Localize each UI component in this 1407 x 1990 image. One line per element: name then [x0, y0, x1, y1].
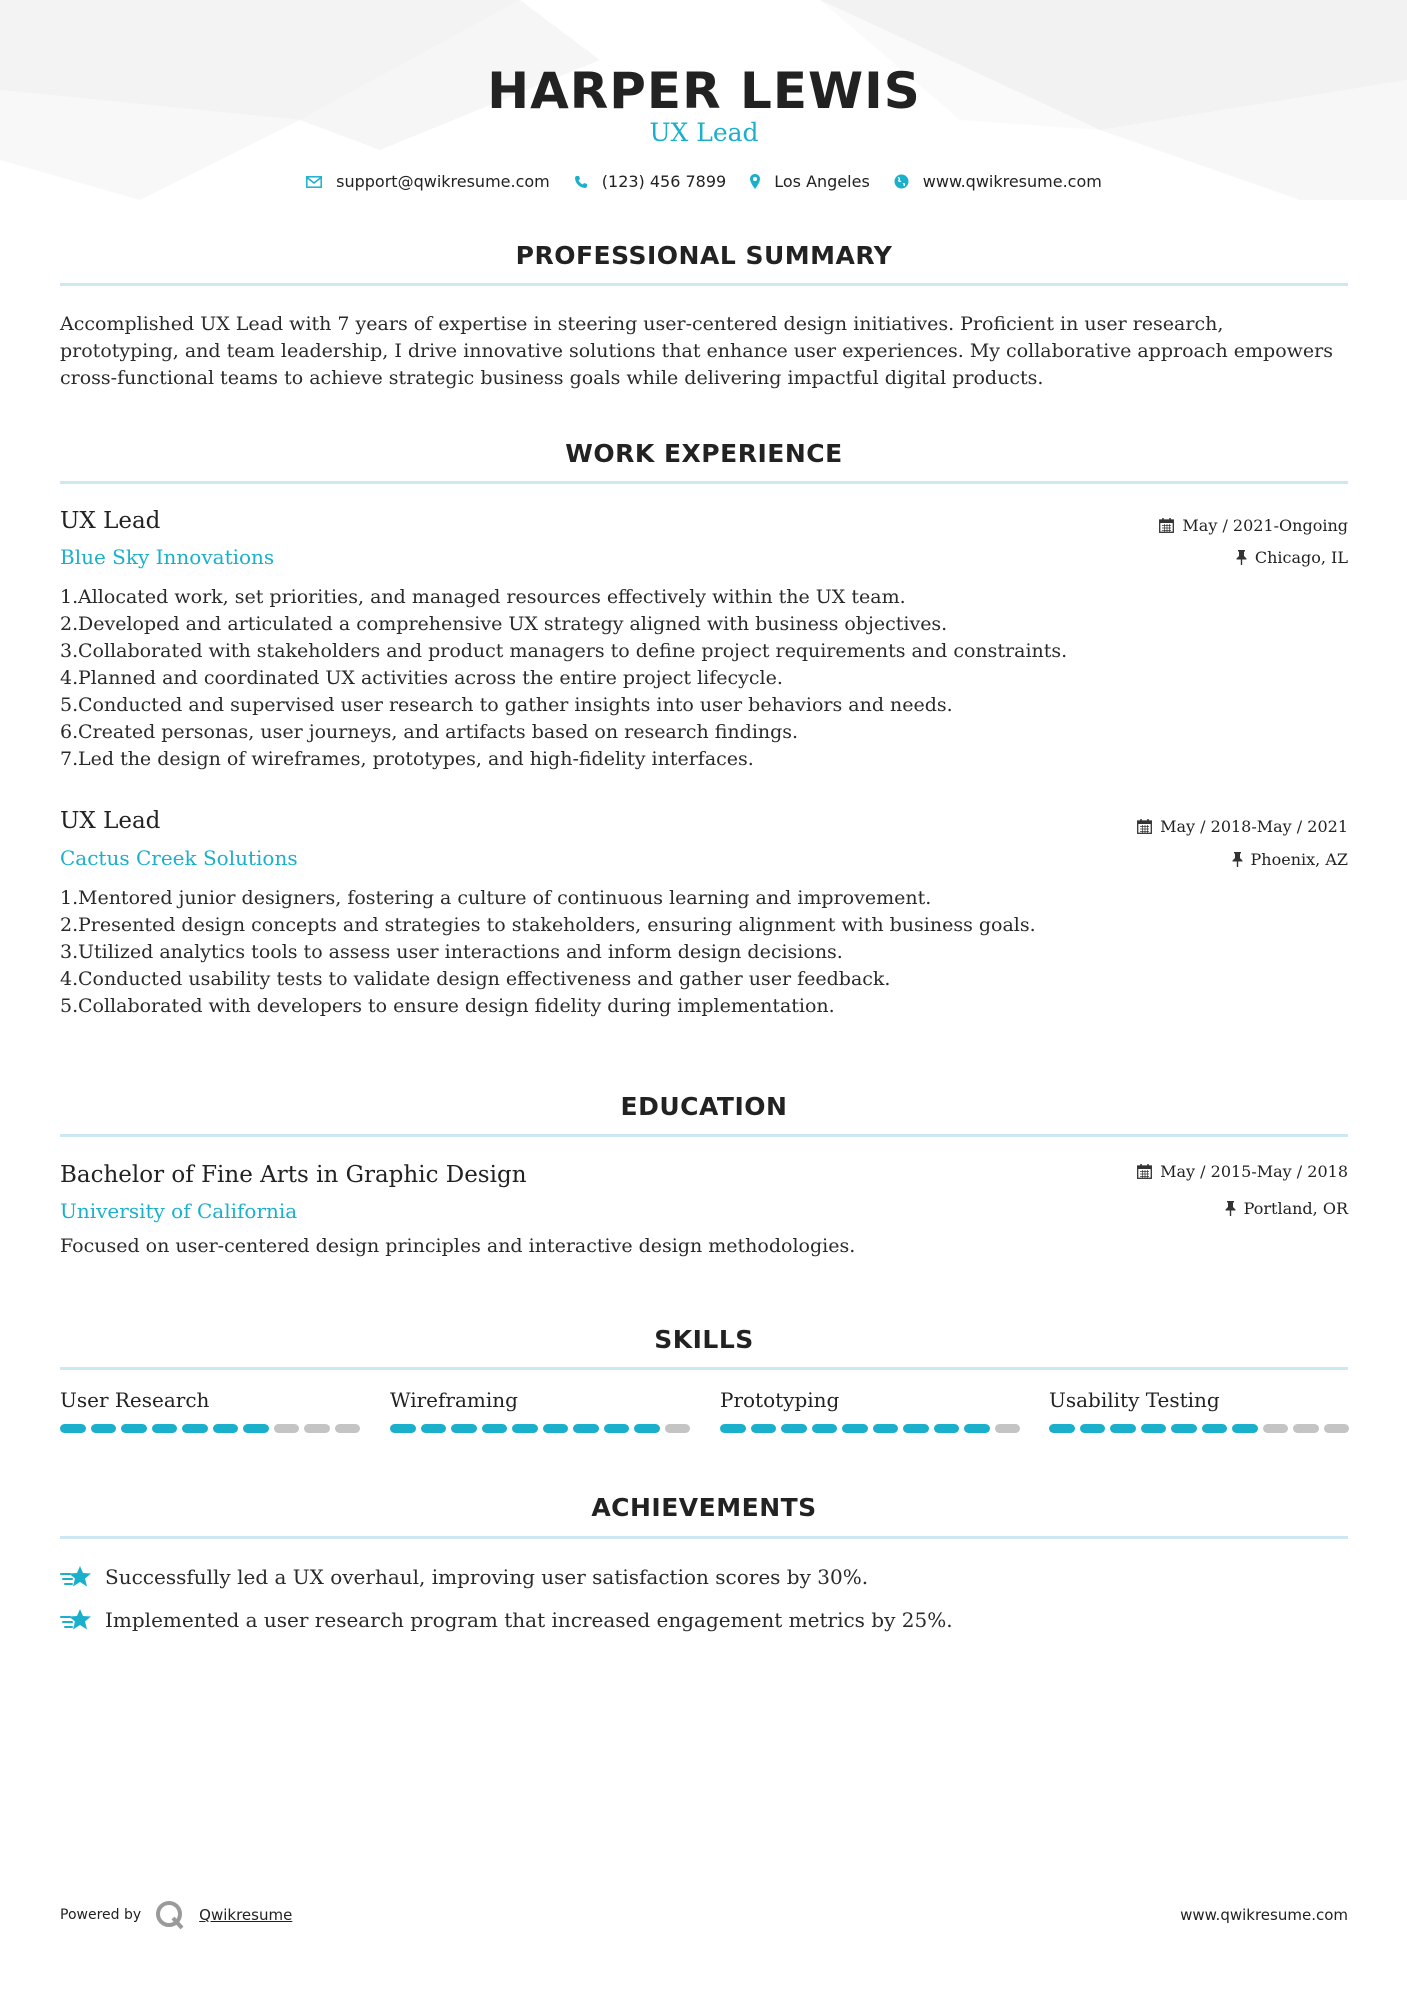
responsibility-text: Presented design concepts and strategies to stakeholders, ensuring alignment with business goals. [78, 914, 1036, 936]
contact-location-text: Los Angeles [774, 172, 870, 191]
responsibility-text: Collaborated with developers to ensure design fidelity during implementation. [78, 995, 835, 1017]
phone-icon [574, 175, 588, 189]
education-dates [1137, 1162, 1348, 1181]
job-company: Blue Sky Innovations [60, 545, 275, 569]
contact-bar [60, 172, 1348, 191]
job-title: UX Lead [60, 508, 161, 534]
candidate-role: UX Lead [649, 118, 759, 147]
skill-segment-empty [1293, 1424, 1319, 1433]
skill-name: Wireframing [390, 1388, 518, 1412]
responsibility-item [60, 912, 1348, 939]
skill-segment-filled [873, 1424, 899, 1433]
responsibility-item [60, 638, 1348, 665]
skill-segment-filled [482, 1424, 508, 1433]
contact-email[interactable] [306, 172, 550, 191]
achievement-item [60, 1606, 953, 1634]
achievements-heading: ACHIEVEMENTS [591, 1493, 817, 1522]
responsibility-item [60, 885, 1348, 912]
responsibility-text: Planned and coordinated UX activities across the entire project lifecycle. [78, 667, 783, 689]
achievement-text: Successfully led a UX overhaul, improving user satisfaction scores by 30%. [105, 1565, 869, 1589]
job-responsibilities [60, 584, 1348, 773]
skill-segment-filled [213, 1424, 239, 1433]
skill-item [390, 1388, 690, 1433]
skill-segment-filled [1171, 1424, 1197, 1433]
skill-segment-filled [182, 1424, 208, 1433]
skill-segment-empty [335, 1424, 361, 1433]
responsibility-item [60, 719, 1348, 746]
contact-location [750, 172, 870, 191]
skill-segment-filled [842, 1424, 868, 1433]
envelope-icon [306, 176, 322, 188]
contact-website[interactable] [894, 172, 1102, 191]
responsibility-number: 4. [60, 667, 79, 689]
responsibility-item [60, 939, 1348, 966]
qwikresume-logo-icon [155, 1900, 185, 1930]
summary-text: Accomplished UX Lead with 7 years of expertise in steering user-centered design initiatives. Proficient in user research, prototyping, and team leadership, I drive innovative solutions that enhance user experiences. My collaborative approach empowers cross-functional teams to achieve strategic business goals while delivering impactful digital products. [60, 313, 1333, 389]
job-dates [1159, 516, 1348, 535]
skill-segment-filled [604, 1424, 630, 1433]
achievement-text: Implemented a user research program that increased engagement metrics by 25%. [105, 1608, 953, 1632]
education-location [1225, 1199, 1348, 1218]
responsibility-number: 1. [60, 586, 79, 608]
education-description: Focused on user-centered design principles and interactive design methodologies. [60, 1235, 856, 1257]
candidate-name: HARPER LEWIS [487, 62, 921, 120]
shooting-star-icon [60, 1563, 93, 1591]
skill-segment-filled [543, 1424, 569, 1433]
skill-segment-filled [781, 1424, 807, 1433]
skill-segment-filled [634, 1424, 660, 1433]
responsibility-number: 3. [60, 640, 79, 662]
skill-segment-filled [1232, 1424, 1258, 1433]
achievement-item [60, 1563, 868, 1591]
responsibility-number: 2. [60, 914, 79, 936]
map-marker-icon [750, 174, 760, 189]
responsibility-number: 1. [60, 887, 79, 909]
responsibility-number: 5. [60, 995, 79, 1017]
responsibility-text: Allocated work, set priorities, and managed resources effectively within the UX team. [78, 586, 906, 608]
skill-segment-filled [1202, 1424, 1228, 1433]
skill-name: Prototyping [720, 1388, 840, 1412]
skill-segment-filled [243, 1424, 269, 1433]
pushpin-icon [1225, 1201, 1236, 1216]
job-dates-text: May / 2021-Ongoing [1182, 516, 1348, 535]
contact-phone-text: (123) 456 7899 [601, 172, 727, 191]
job-dates-text: May / 2018-May / 2021 [1160, 817, 1348, 836]
education-divider [60, 1134, 1348, 1137]
skill-level-bar [60, 1424, 360, 1433]
job-title: UX Lead [60, 808, 161, 834]
calendar-icon [1137, 1164, 1152, 1179]
responsibility-text: Created personas, user journeys, and artifacts based on research findings. [78, 721, 799, 743]
skill-segment-filled [390, 1424, 416, 1433]
skill-segment-empty [1324, 1424, 1350, 1433]
skill-segment-filled [1049, 1424, 1075, 1433]
skill-segment-filled [964, 1424, 990, 1433]
skill-segment-empty [995, 1424, 1021, 1433]
experience-heading: WORK EXPERIENCE [565, 439, 843, 468]
skill-level-bar [1049, 1424, 1349, 1433]
education-location-text: Portland, OR [1243, 1199, 1348, 1218]
powered-by-label: Powered by [60, 1907, 142, 1923]
qwikresume-link[interactable]: Qwikresume [199, 1906, 293, 1924]
responsibility-text: Collaborated with stakeholders and product managers to define project requirements and constraints. [78, 640, 1068, 662]
skill-segment-empty [304, 1424, 330, 1433]
responsibility-item [60, 584, 1348, 611]
responsibility-text: Developed and articulated a comprehensive UX strategy aligned with business objectives. [78, 613, 948, 635]
job-dates [1137, 817, 1348, 836]
skill-segment-filled [1080, 1424, 1106, 1433]
skill-segment-empty [665, 1424, 691, 1433]
responsibility-text: Led the design of wireframes, prototypes, and high-fidelity interfaces. [78, 748, 754, 770]
summary-divider [60, 283, 1348, 286]
skill-segment-filled [451, 1424, 477, 1433]
contact-website-text: www.qwikresume.com [922, 172, 1102, 191]
responsibility-number: 7. [60, 748, 79, 770]
skill-segment-filled [512, 1424, 538, 1433]
job-location [1232, 850, 1348, 869]
skill-name: Usability Testing [1049, 1388, 1220, 1412]
responsibility-number: 5. [60, 694, 79, 716]
skill-level-bar [720, 1424, 1020, 1433]
responsibility-item [60, 746, 1348, 773]
skill-segment-filled [903, 1424, 929, 1433]
experience-divider [60, 481, 1348, 484]
summary-heading: PROFESSIONAL SUMMARY [515, 241, 893, 270]
footer-website[interactable]: www.qwikresume.com [1180, 1906, 1348, 1924]
globe-icon [894, 174, 909, 189]
responsibility-text: Mentored junior designers, fostering a culture of continuous learning and improvement. [78, 887, 932, 909]
skill-segment-filled [91, 1424, 117, 1433]
responsibility-text: Utilized analytics tools to assess user interactions and inform design decisions. [78, 941, 843, 963]
pushpin-icon [1236, 550, 1247, 565]
skill-segment-filled [1110, 1424, 1136, 1433]
responsibility-number: 6. [60, 721, 79, 743]
responsibility-number: 2. [60, 613, 79, 635]
responsibility-item [60, 966, 1348, 993]
skill-segment-filled [121, 1424, 147, 1433]
job-responsibilities [60, 885, 1348, 1020]
skill-segment-filled [1141, 1424, 1167, 1433]
achievements-divider [60, 1536, 1348, 1539]
skill-segment-filled [152, 1424, 178, 1433]
skill-segment-filled [60, 1424, 86, 1433]
job-location-text: Phoenix, AZ [1250, 850, 1348, 869]
skill-segment-filled [812, 1424, 838, 1433]
pushpin-icon [1232, 852, 1243, 867]
education-dates-text: May / 2015-May / 2018 [1160, 1162, 1348, 1181]
calendar-icon [1137, 819, 1152, 834]
responsibility-item [60, 665, 1348, 692]
skills-divider [60, 1367, 1348, 1370]
skill-item [1049, 1388, 1349, 1433]
job-location [1236, 548, 1348, 567]
responsibility-number: 3. [60, 941, 79, 963]
contact-email-text: support@qwikresume.com [336, 172, 550, 191]
responsibility-item [60, 993, 1348, 1020]
responsibility-text: Conducted usability tests to validate design effectiveness and gather user feedback. [78, 968, 891, 990]
skill-item [720, 1388, 1020, 1433]
skill-segment-filled [751, 1424, 777, 1433]
skill-level-bar [390, 1424, 690, 1433]
skill-segment-empty [274, 1424, 300, 1433]
calendar-icon [1159, 518, 1174, 533]
school-name: University of California [60, 1199, 298, 1223]
skill-segment-filled [934, 1424, 960, 1433]
footer-powered-by [60, 1900, 292, 1930]
job-location-text: Chicago, IL [1254, 548, 1348, 567]
education-heading: EDUCATION [620, 1092, 788, 1121]
skill-name: User Research [60, 1388, 210, 1412]
shooting-star-icon [60, 1606, 93, 1634]
job-company: Cactus Creek Solutions [60, 846, 298, 870]
skill-segment-filled [720, 1424, 746, 1433]
responsibility-item [60, 611, 1348, 638]
skill-item [60, 1388, 360, 1433]
degree-title: Bachelor of Fine Arts in Graphic Design [60, 1162, 527, 1188]
responsibility-item [60, 692, 1348, 719]
skills-heading: SKILLS [654, 1325, 754, 1354]
skill-segment-empty [1263, 1424, 1289, 1433]
contact-phone[interactable] [574, 172, 726, 191]
responsibility-number: 4. [60, 968, 79, 990]
skill-segment-filled [573, 1424, 599, 1433]
responsibility-text: Conducted and supervised user research to gather insights into user behaviors and needs. [78, 694, 953, 716]
skill-segment-filled [421, 1424, 447, 1433]
